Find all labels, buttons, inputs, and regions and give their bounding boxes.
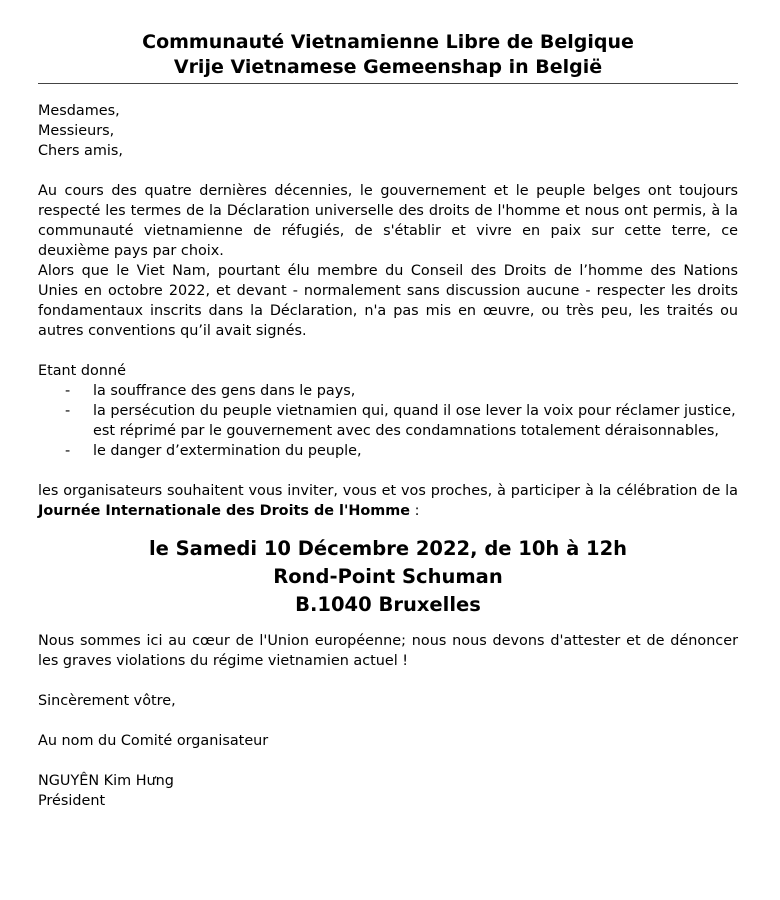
signatory-title: Président [38, 793, 106, 809]
paragraph-europe: Nous sommes ici au cœur de l'Union européenne; nous nous devons d'attester et de dénoncer les graves violations du régime vietnamien actuel ! [38, 633, 738, 669]
event-place: Rond-Point Schuman [273, 565, 503, 588]
event-date-time: le Samedi 10 Décembre 2022, de 10h à 12h [148, 537, 628, 560]
title-dutch: Vrije Vietnamese Gemeenshap in België [173, 56, 603, 78]
given-intro: Etant donné [38, 363, 126, 379]
salutation-line: Mesdames, [38, 103, 120, 119]
paragraph-vietnam: Alors que le Viet Nam, pourtant élu membre du Conseil des Droits de l’homme des Nations Unies en octobre 2022, et devant - normalement sans discussion aucune - respecter les droits fondamentaux inscrits dans la Déclaration, n'a pas mis en œuvre, ou très peu, les traités ou autres conventions qu’il avait signés. [38, 263, 738, 339]
invitation-colon: : [410, 503, 420, 519]
salutation-line: Chers amis, [38, 143, 123, 159]
list-item [38, 441, 738, 461]
list-item [38, 401, 738, 441]
header-divider [38, 83, 738, 84]
closing-line: Sincèrement vôtre, [38, 693, 176, 709]
event-city: B.1040 Bruxelles [295, 593, 481, 616]
given-list [38, 381, 738, 461]
on-behalf-line: Au nom du Comité organisateur [38, 733, 269, 749]
list-item-text: la souffrance des gens dans le pays, [93, 383, 356, 399]
salutation-line: Messieurs, [38, 123, 115, 139]
dash-bullet: - [65, 443, 71, 459]
letterhead [38, 30, 738, 80]
list-item-text: le danger d’extermination du peuple, [93, 443, 362, 459]
signatory-name: NGUYÊN Kim Hưng [38, 773, 174, 789]
invitation-text: les organisateurs souhaitent vous inviter, vous et vos proches, à participer à la célébration de la [38, 483, 738, 499]
letter-body [38, 101, 738, 811]
dash-bullet: - [65, 383, 71, 399]
invitation-paragraph [38, 481, 738, 521]
event-name: Journée Internationale des Droits de l'Homme [38, 503, 411, 519]
title-french: Communauté Vietnamienne Libre de Belgique [142, 31, 634, 53]
list-item [38, 381, 738, 401]
paragraph-context: Au cours des quatre dernières décennies, le gouvernement et le peuple belges ont toujours respecté les termes de la Déclaration universelle des droits de l'homme et nous ont permis, à la communauté vietnamienne de réfugiés, de s'établir et vivre en paix sur cette terre, ce deuxième pays par choix. [38, 183, 738, 259]
dash-bullet: - [65, 403, 71, 419]
event-details [38, 535, 738, 619]
list-item-text: la persécution du peuple vietnamien qui, quand il ose lever la voix pour réclamer justice, est réprimé par le gouvernement avec des condamnations totalement déraisonnables, [93, 403, 736, 439]
